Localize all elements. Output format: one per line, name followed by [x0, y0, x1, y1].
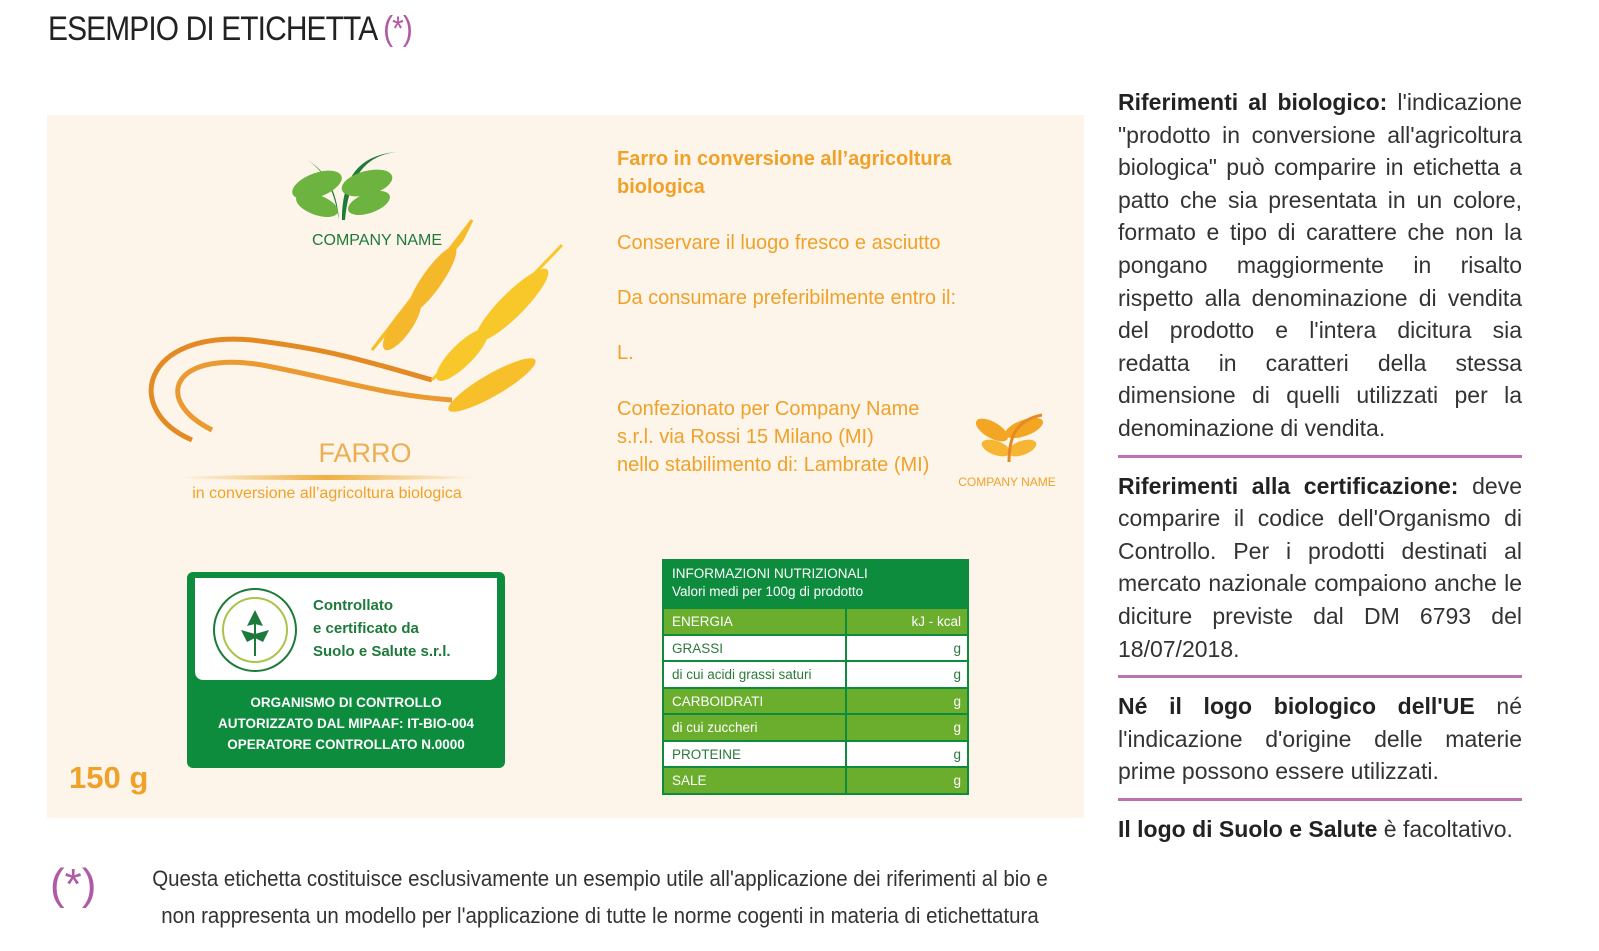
- cert-text: [313, 594, 451, 663]
- divider: [1118, 675, 1522, 678]
- company-name-small: COMPANY NAME: [958, 475, 1056, 489]
- packer-info: [617, 395, 947, 479]
- nutrient-name: di cui acidi grassi saturi: [664, 662, 847, 687]
- decorative-line: [177, 475, 477, 480]
- nutrient-name: GRASSI: [664, 636, 847, 661]
- nutrition-row: [664, 660, 967, 687]
- nutrient-name: CARBOIDRATI: [664, 689, 847, 714]
- product-name: Farro in conversione all’agricoltura biologica: [617, 148, 952, 198]
- wheat-icon: [132, 210, 572, 450]
- notes-column: [1118, 86, 1522, 845]
- control-body-info: [187, 692, 505, 755]
- footnote-text: Questa etichetta costituisce esclusivamente un esempio utile all'applicazione dei riferimenti al bio e non rappresenta un modello per l'applicazione di tutte le norme cogenti in materia di etichettatura: [152, 866, 1048, 928]
- divider: [1118, 798, 1522, 801]
- note-certificazione: [1118, 470, 1522, 666]
- footnote-asterisk: (*): [50, 860, 97, 909]
- suolo-e-salute-seal-icon: [213, 588, 297, 672]
- nutrient-name: ENERGIA: [664, 609, 847, 634]
- small-leaf-logo-icon: [972, 410, 1047, 465]
- page-title: [48, 10, 412, 49]
- cert-line: Controllato: [313, 597, 393, 614]
- best-before-text: Da consumare preferibilmente entro il:: [617, 287, 957, 309]
- nutrient-unit: g: [953, 773, 961, 788]
- storage-text: Conservare il luogo fresco e asciutto: [617, 232, 941, 254]
- company-name: COMPANY NAME: [311, 232, 443, 249]
- nutrition-row: [664, 687, 967, 714]
- note-heading: Riferimenti alla certificazione:: [1118, 472, 1459, 499]
- nutrient-name: di cui zuccheri: [664, 715, 847, 740]
- nutrition-subtitle: Valori medi per 100g di prodotto: [672, 584, 864, 599]
- note-text: l'indicazione "prodotto in conversione all'agricoltura biologica" può comparire in etichetta a patto che sia presentata in un colore, formato e tipo di carattere che non la pongano maggiormente in risalto rispetto alla denominazione di vendita del prodotto e l'intera dicitura sia redatta in caratteri della stessa dimensione di quelli utilizzati per la denominazione di vendita.: [1118, 89, 1522, 441]
- nutrition-row: [664, 766, 967, 793]
- note-logo-ue: [1118, 690, 1522, 788]
- note-text: né l'indicazione d'origine delle materie prime possono essere utilizzati.: [1118, 693, 1522, 785]
- nutrition-header: [664, 561, 967, 607]
- cert-body-line: ORGANISMO DI CONTROLLO: [250, 695, 442, 710]
- nutrient-name: PROTEINE: [664, 742, 847, 767]
- lot-text: L.: [617, 342, 634, 364]
- nutrition-table: [662, 559, 969, 795]
- note-text: deve comparire il codice dell'Organismo di Controllo. Per i prodotti destinati al mercato nazionale compaiono anche le diciture previste dal DM 6793 del 18/07/2018.: [1118, 472, 1522, 662]
- nutrient-unit: g: [953, 667, 961, 682]
- note-heading: Né il logo biologico dell'UE: [1118, 693, 1475, 720]
- cert-body-line: AUTORIZZATO DAL MIPAAF: IT-BIO-004: [217, 716, 474, 731]
- note-heading: Il logo di Suolo e Salute: [1118, 815, 1378, 842]
- nutrient-unit: g: [953, 746, 961, 762]
- product-title: FARRO: [318, 438, 412, 468]
- nutrient-unit: kJ - kcal: [911, 614, 961, 629]
- title-asterisk: (*): [383, 10, 413, 48]
- nutrition-row: [664, 634, 967, 661]
- note-text: è facoltativo.: [1377, 815, 1513, 842]
- cert-line: e certificato da: [313, 620, 419, 637]
- nutrient-unit: g: [953, 693, 961, 709]
- certification-box: [187, 572, 505, 768]
- nutrition-row: [664, 713, 967, 740]
- cert-header: [195, 578, 497, 680]
- packed-for-text: Confezionato per Company Name s.r.l. via Rossi 15 Milano (MI): [617, 398, 920, 448]
- nutrition-row: [664, 607, 967, 634]
- plant-text: nello stabilimento di: Lambrate (MI): [617, 454, 930, 476]
- nutrient-unit: g: [953, 640, 961, 656]
- note-logo-suolo: [1118, 813, 1522, 846]
- cert-line: Suolo e Salute s.r.l.: [313, 643, 451, 660]
- label-example: [47, 115, 1084, 818]
- nutrition-row: [664, 740, 967, 767]
- product-subtitle: in conversione all’agricoltura biologica: [192, 485, 462, 502]
- note-biologico: [1118, 86, 1522, 445]
- title-text: ESEMPIO DI ETICHETTA: [48, 10, 376, 48]
- note-heading: Riferimenti al biologico:: [1118, 89, 1388, 115]
- nutrition-rows: [664, 607, 967, 793]
- nutrient-unit: g: [953, 720, 961, 735]
- cert-body-line: OPERATORE CONTROLLATO N.0000: [227, 737, 465, 752]
- divider: [1118, 455, 1522, 458]
- nutrient-name: SALE: [664, 768, 847, 793]
- net-weight: 150 g: [69, 760, 149, 795]
- nutrition-title: INFORMAZIONI NUTRIZIONALI: [672, 566, 868, 581]
